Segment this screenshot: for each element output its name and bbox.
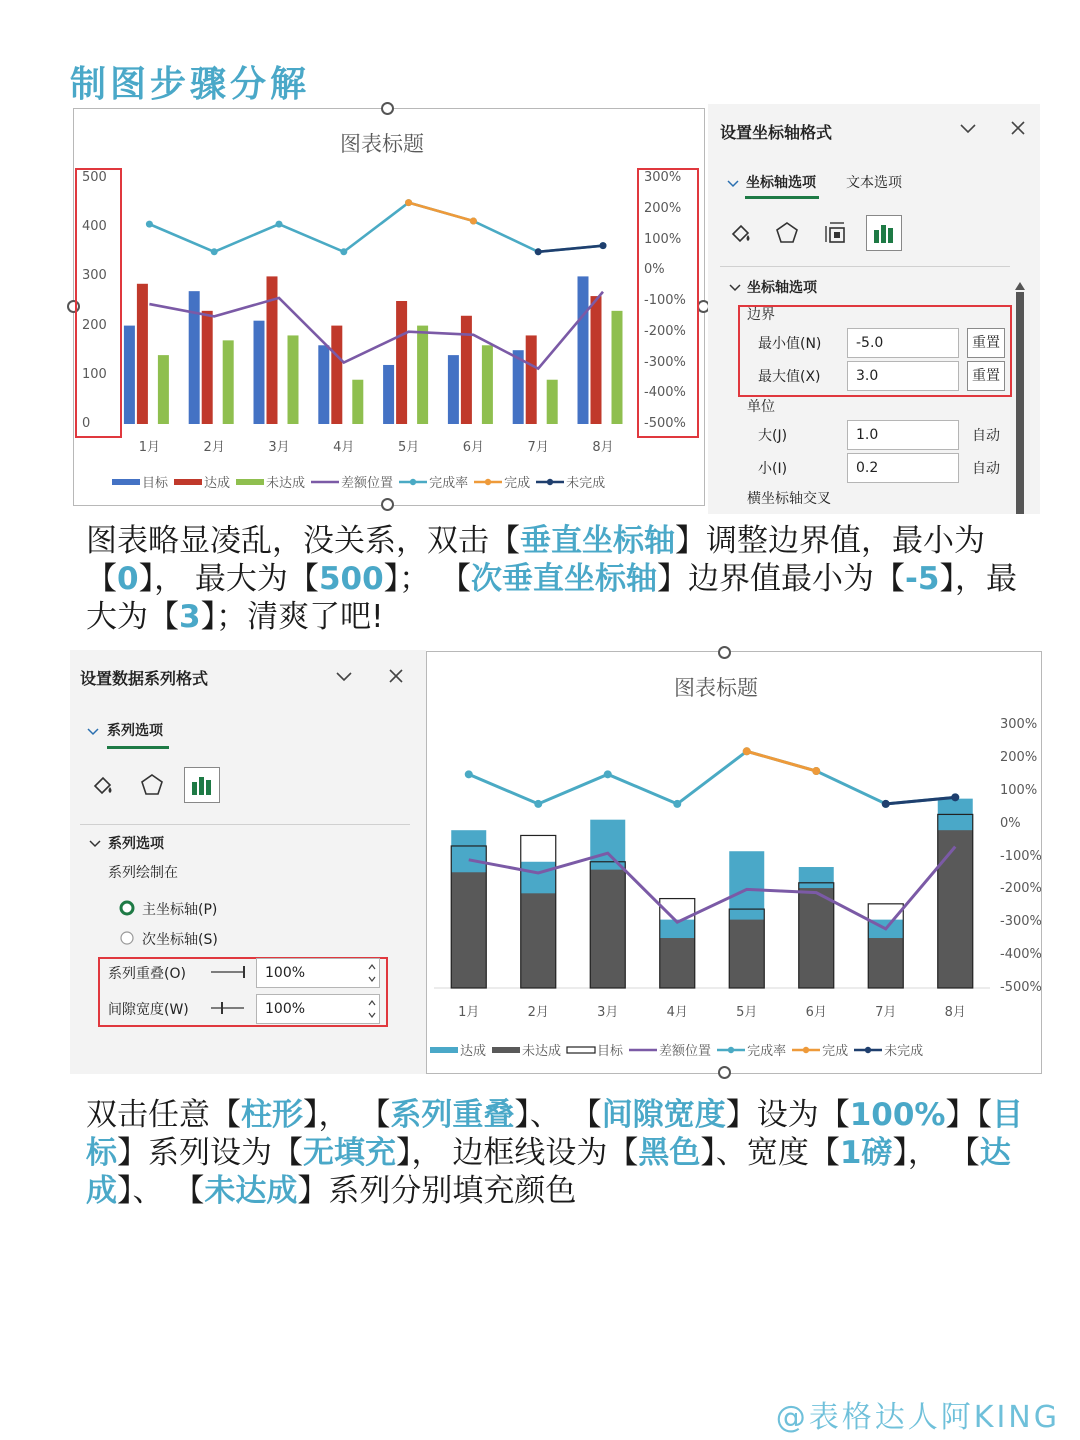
legend-item[interactable] — [715, 1040, 786, 1059]
highlight-text: 黑色 — [638, 1135, 701, 1171]
highlight-text: 无填充 — [303, 1135, 396, 1171]
legend-label: 未达成 — [522, 1044, 562, 1059]
right-axis-tick: 300% — [1000, 717, 1038, 732]
legend-swatch — [490, 1044, 522, 1056]
right-axis-tick: -100% — [1000, 848, 1042, 864]
tab-axis-options[interactable]: 坐标轴选项 — [746, 175, 816, 191]
chevron-down-icon — [728, 280, 742, 299]
right-axis-tick: 0% — [1000, 815, 1021, 831]
scrollbar-thumb[interactable] — [1016, 292, 1024, 514]
legend-label: 完成率 — [747, 1044, 787, 1059]
highlight-text: 未达成 — [204, 1173, 298, 1209]
highlight-text: 系列重叠 — [390, 1097, 515, 1133]
major-unit-label: 大(J) — [758, 428, 788, 444]
paragraph-text: 】边界值最小为【 — [657, 561, 906, 597]
highlight-text: 0 — [117, 561, 139, 597]
legend-item[interactable] — [172, 472, 230, 491]
legend-swatch — [428, 1044, 460, 1056]
x-axis-tick: 5月 — [736, 1005, 758, 1020]
legend-swatch — [172, 476, 204, 488]
right-axis-tick: -200% — [1000, 881, 1042, 897]
x-axis-tick: 3月 — [597, 1005, 619, 1020]
resize-handle[interactable] — [718, 646, 731, 659]
tab-text-options[interactable]: 文本选项 — [846, 175, 902, 191]
divider — [80, 824, 410, 825]
left-axis-tick: 100 — [82, 366, 107, 382]
tab-series-options[interactable]: 系列选项 — [107, 723, 163, 739]
minor-unit-label: 小(I) — [758, 461, 788, 477]
legend-item[interactable] — [790, 1040, 848, 1059]
paragraph-text: 【 — [976, 1097, 992, 1133]
legend-swatch — [565, 1044, 597, 1056]
paragraph-text: 】， — [939, 561, 986, 597]
legend-label: 目标 — [142, 476, 169, 491]
highlight-text: 目标 — [86, 1097, 1023, 1171]
author-signature: @表格达人阿KING — [775, 1400, 1060, 1435]
max-value-input[interactable]: 3.0 — [847, 361, 959, 391]
x-axis-tick: 1月 — [458, 1005, 480, 1020]
axis-cross-label: 横坐标轴交叉 — [747, 491, 831, 507]
right-axis-tick: 100% — [644, 231, 682, 247]
x-axis-tick: 6月 — [462, 440, 485, 455]
bounds-label: 边界 — [747, 307, 775, 323]
legend-item[interactable] — [627, 1040, 711, 1059]
x-axis-tick: 8月 — [944, 1005, 966, 1020]
resize-handle[interactable] — [718, 1066, 731, 1079]
legend-item[interactable] — [234, 472, 305, 491]
min-label: 最小值(N) — [758, 336, 822, 352]
paragraph-text: 】、宽度【 — [700, 1135, 840, 1171]
highlight-text: 3 — [179, 599, 201, 635]
paragraph-text: 双击任意【 — [86, 1097, 241, 1133]
paragraph-text: 】、 【 — [514, 1097, 602, 1133]
x-axis-tick: 1月 — [138, 440, 161, 455]
size-properties-icon[interactable] — [818, 216, 852, 250]
x-axis-tick: 7月 — [527, 440, 549, 455]
gap-slider-icon[interactable] — [210, 1000, 250, 1020]
legend-swatch — [397, 476, 429, 488]
chevron-down-icon[interactable] — [958, 118, 978, 143]
fill-line-icon[interactable] — [86, 768, 120, 802]
paragraph-text: 】； 【 — [383, 561, 472, 597]
right-axis-tick: 100% — [1000, 782, 1038, 798]
legend-item[interactable] — [852, 1040, 923, 1059]
right-axis-tick: -500% — [644, 416, 686, 431]
section-series-options[interactable]: 系列选项 — [108, 836, 164, 852]
paragraph-text: 】系列分别填充颜色 — [297, 1173, 577, 1209]
primary-axis-radio[interactable] — [119, 900, 135, 920]
minor-auto-label: 自动 — [972, 461, 1000, 477]
instruction-paragraph-2 — [86, 1096, 1046, 1210]
x-axis-tick: 2月 — [203, 440, 225, 455]
active-tab-indicator — [745, 196, 819, 199]
chart-1-legend — [110, 472, 609, 491]
major-auto-label: 自动 — [972, 428, 1000, 444]
chevron-down-icon[interactable] — [334, 666, 354, 691]
right-axis-tick: -300% — [644, 354, 686, 370]
paragraph-text: 】 — [945, 1097, 977, 1133]
legend-label: 未完成 — [566, 476, 606, 491]
chevron-down-icon — [86, 724, 100, 743]
legend-item[interactable] — [534, 472, 605, 491]
legend-swatch — [534, 476, 566, 488]
left-axis-tick: 200 — [82, 317, 107, 333]
active-tab-indicator — [107, 746, 169, 749]
x-axis-tick: 3月 — [268, 440, 290, 455]
paragraph-text: 】， 最大为【 — [138, 561, 319, 597]
right-axis-tick: -200% — [644, 323, 686, 339]
right-axis-tick: 0% — [644, 262, 665, 278]
units-label: 单位 — [747, 399, 775, 415]
instruction-paragraph-1 — [86, 522, 1046, 636]
chart-2-title: 图表标题 — [674, 676, 758, 700]
left-axis-tick: 0 — [82, 416, 91, 431]
legend-label: 差额位置 — [341, 476, 394, 491]
resize-handle[interactable] — [381, 498, 394, 511]
highlight-text: 次垂直坐标轴 — [471, 561, 658, 597]
paragraph-text: 图表略显凌乱，没关系，双击【 — [86, 523, 520, 559]
paragraph-text: 最大为【 — [86, 561, 1017, 635]
secondary-axis-label[interactable]: 次坐标轴(S) — [142, 932, 218, 948]
legend-item[interactable] — [110, 472, 168, 491]
format-axis-pane-title: 设置坐标轴格式 — [720, 123, 833, 142]
highlight-text: 柱形 — [241, 1097, 303, 1133]
legend-item[interactable] — [490, 1040, 561, 1059]
max-label: 最大值(X) — [758, 369, 821, 385]
x-axis-tick: 7月 — [875, 1005, 897, 1020]
x-axis-tick: 4月 — [333, 440, 355, 455]
highlight-text: -5 — [905, 561, 940, 597]
legend-swatch — [627, 1044, 659, 1056]
legend-swatch — [234, 476, 266, 488]
close-icon[interactable] — [1008, 118, 1028, 143]
legend-label: 达成 — [460, 1044, 487, 1059]
legend-swatch — [472, 476, 504, 488]
legend-swatch — [852, 1044, 884, 1056]
x-axis-tick: 4月 — [666, 1005, 688, 1020]
legend-label: 目标 — [597, 1044, 624, 1059]
right-axis-tick: 200% — [644, 200, 682, 216]
paragraph-text: 】、 【 — [117, 1173, 205, 1209]
left-axis-tick: 400 — [82, 219, 107, 235]
paragraph-text: 】， 【 — [303, 1097, 391, 1133]
left-axis-tick: 500 — [82, 170, 107, 185]
x-axis-tick: 2月 — [527, 1005, 549, 1020]
legend-swatch — [110, 476, 142, 488]
paragraph-text: 】调整边界值，最小为 — [675, 523, 985, 559]
axis-options-icon[interactable] — [866, 215, 902, 251]
highlight-text: 100% — [849, 1097, 946, 1133]
right-axis-tick: -100% — [644, 293, 686, 308]
max-reset-button[interactable]: 重置 — [967, 361, 1005, 391]
x-axis-tick: 8月 — [592, 440, 614, 455]
legend-label: 未达成 — [266, 476, 306, 491]
right-axis-tick: -400% — [644, 385, 686, 401]
divider — [720, 266, 1010, 267]
page-heading: 制图步骤分解 — [70, 64, 311, 105]
paragraph-text: 】， 【 — [892, 1135, 980, 1171]
chevron-down-icon — [88, 836, 102, 855]
overlap-slider-icon[interactable] — [210, 964, 250, 984]
right-axis-tick: -400% — [1000, 947, 1042, 963]
paragraph-text: 】， 边框线设为【 — [396, 1135, 639, 1171]
plot-series-on-label: 系列绘制在 — [108, 865, 178, 881]
primary-axis-label[interactable]: 主坐标轴(P) — [142, 902, 218, 918]
section-axis-options[interactable]: 坐标轴选项 — [747, 280, 817, 296]
legend-label: 完成率 — [429, 476, 469, 491]
legend-label: 未完成 — [884, 1044, 924, 1059]
secondary-axis-radio[interactable] — [119, 930, 135, 950]
right-axis-tick: 200% — [1000, 749, 1038, 765]
gap-width-label: 间隙宽度(W) — [108, 1002, 189, 1018]
left-axis-tick: 300 — [82, 268, 107, 284]
paragraph-text: 【 — [86, 561, 117, 597]
right-axis-tick: -500% — [1000, 980, 1042, 995]
paragraph-text: 】设为【 — [725, 1097, 850, 1133]
right-axis-tick: 300% — [644, 170, 682, 185]
x-axis-tick: 5月 — [397, 440, 420, 455]
paragraph-text: 】；清爽了吧! — [200, 599, 384, 635]
legend-item[interactable] — [397, 472, 468, 491]
paragraph-text: 】系列设为【 — [117, 1135, 303, 1171]
effects-icon[interactable] — [770, 216, 804, 250]
legend-label: 完成 — [504, 476, 531, 491]
series-options-icon[interactable] — [184, 767, 220, 803]
spinner-icon[interactable] — [366, 997, 378, 1025]
legend-swatch — [309, 476, 341, 488]
legend-label: 差额位置 — [659, 1044, 712, 1059]
chart-1-title: 图表标题 — [340, 132, 424, 156]
right-axis-tick: -300% — [1000, 914, 1042, 930]
legend-item[interactable] — [428, 1040, 486, 1059]
highlight-text: 1磅 — [839, 1135, 893, 1171]
effects-icon[interactable] — [135, 768, 169, 802]
legend-item[interactable] — [309, 472, 393, 491]
fill-line-icon[interactable] — [724, 216, 758, 250]
chevron-down-icon — [726, 176, 740, 195]
minor-unit-input[interactable]: 0.2 — [847, 453, 959, 483]
gap-width-input[interactable]: 100% — [256, 994, 380, 1024]
highlight-text: 间隙宽度 — [601, 1097, 726, 1133]
series-overlap-input[interactable]: 100% — [256, 958, 380, 988]
primary-axis-highlight — [75, 168, 122, 438]
format-series-pane-title: 设置数据系列格式 — [80, 669, 209, 688]
min-value-input[interactable]: -5.0 — [847, 328, 959, 358]
legend-label: 完成 — [822, 1044, 849, 1059]
scroll-up-icon[interactable] — [1014, 276, 1026, 295]
legend-label: 达成 — [204, 476, 231, 491]
legend-swatch — [715, 1044, 747, 1056]
series-overlap-label: 系列重叠(O) — [108, 966, 186, 982]
close-icon[interactable] — [386, 666, 406, 691]
legend-item[interactable] — [472, 472, 530, 491]
x-axis-tick: 6月 — [805, 1005, 827, 1020]
highlight-text: 500 — [318, 561, 384, 597]
highlight-text: 垂直坐标轴 — [520, 523, 675, 559]
chart-2-legend — [428, 1040, 927, 1059]
resize-handle[interactable] — [381, 102, 394, 115]
major-unit-input[interactable]: 1.0 — [847, 420, 959, 450]
spinner-icon[interactable] — [366, 961, 378, 989]
min-reset-button[interactable]: 重置 — [967, 328, 1005, 358]
legend-swatch — [790, 1044, 822, 1056]
highlight-text: 达成 — [86, 1135, 1011, 1209]
legend-item[interactable] — [565, 1040, 623, 1059]
